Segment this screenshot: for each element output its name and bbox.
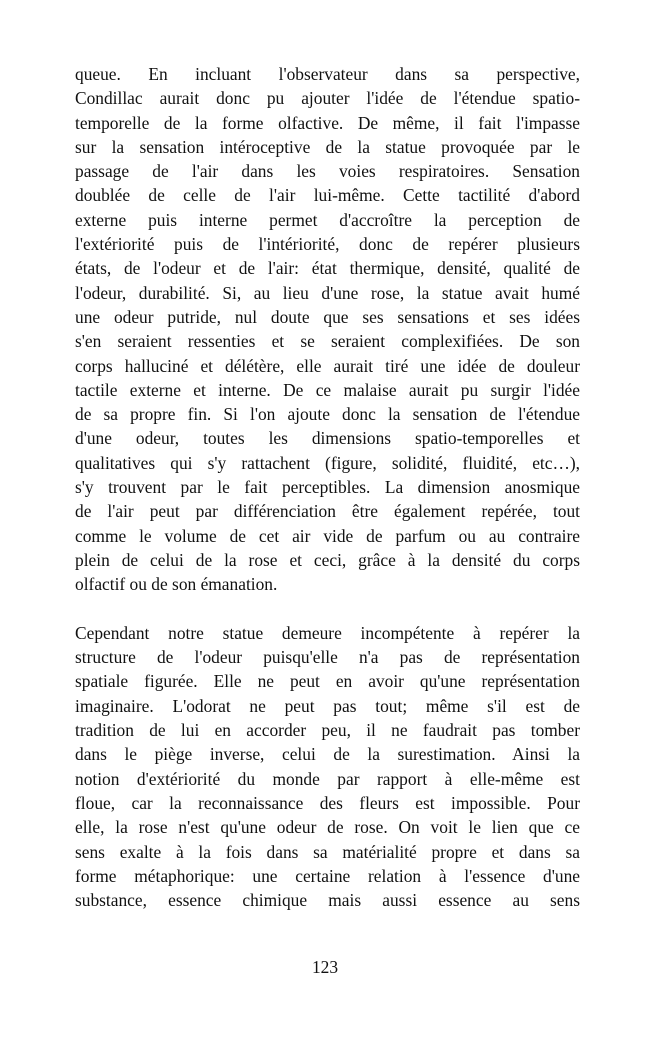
text-line: forme métaphorique: une certaine relation à l'essence d'une [75,865,580,886]
text-line: spatiale figurée. Elle ne peut en avoir qu'une représentation [75,671,580,692]
text-line: sur la sensation intéroceptive de la statue provoquée par le [75,136,580,157]
text-line: passage de l'air dans les voies respiratoires. Sensation [75,161,580,182]
paragraph-1 [75,62,580,597]
text-line: temporelle de la forme olfactive. De même, il fait l'impasse [75,112,580,133]
text-line: doublée de celle de l'air lui-même. Cette tactilité d'abord [75,185,580,206]
text-line: substance, essence chimique mais aussi essence au sens [75,890,580,911]
text-line: notion d'extériorité du monde par rapport à elle-même est [75,768,580,789]
text-line: externe puis interne permet d'accroître la perception de [75,209,580,230]
text-line: structure de l'odeur puisqu'elle n'a pas de représentation [75,647,580,668]
text-line: s'y trouvent par le fait perceptibles. La dimension anosmique [75,477,580,498]
text-line: tactile externe et interne. De ce malaise aurait pu surgir l'idée [75,379,580,400]
text-line: elle, la rose n'est qu'une odeur de rose. On voit le lien que ce [75,817,580,838]
text-line: qualitatives qui s'y rattachent (figure, solidité, fluidité, etc…), [75,452,580,473]
text-line: queue. En incluant l'observateur dans sa perspective, [75,64,580,84]
text-line: s'en seraient ressenties et se seraient complexifiées. De son [75,331,580,352]
text-line: de l'air peut par différenciation être également repérée, tout [75,501,580,522]
text-line: de sa propre fin. Si l'on ajoute donc la sensation de l'étendue [75,404,580,425]
text-line: comme le volume de cet air vide de parfum ou au contraire [75,525,580,546]
text-line: l'odeur, durabilité. Si, au lieu d'une rose, la statue avait humé [75,282,580,303]
text-line: états, de l'odeur et de l'air: état thermique, densité, qualité de [75,258,580,279]
text-line: imaginaire. L'odorat ne peut pas tout; même s'il est de [75,695,580,716]
paragraph-gap [75,597,580,621]
paragraph-2 [75,621,580,913]
text-line: d'une odeur, toutes les dimensions spatio-temporelles et [75,428,580,449]
text-line: tradition de lui en accorder peu, il ne faudrait pas tomber [75,720,580,741]
text-line: l'extériorité puis de l'intériorité, donc de repérer plusieurs [75,234,580,255]
text-line: dans le piège inverse, celui de la surestimation. Ainsi la [75,744,580,765]
text-line: corps halluciné et délétère, elle aurait tiré une idée de douleur [75,355,580,376]
text-line: plein de celui de la rose et ceci, grâce à la densité du corps [75,549,580,570]
text-line: olfactif ou de son émanation. [75,574,278,595]
page-body [75,62,580,912]
text-line: sens exalte à la fois dans sa matérialité propre et dans sa [75,841,580,862]
page-number: 123 [311,957,339,977]
text-line: Condillac aurait donc pu ajouter l'idée de l'étendue spatio- [75,88,580,109]
text-line: floue, car la reconnaissance des fleurs est impossible. Pour [75,792,580,813]
text-line: Cependant notre statue demeure incompétente à repérer la [75,622,580,643]
text-line: une odeur putride, nul doute que ses sensations et ses idées [75,306,580,327]
